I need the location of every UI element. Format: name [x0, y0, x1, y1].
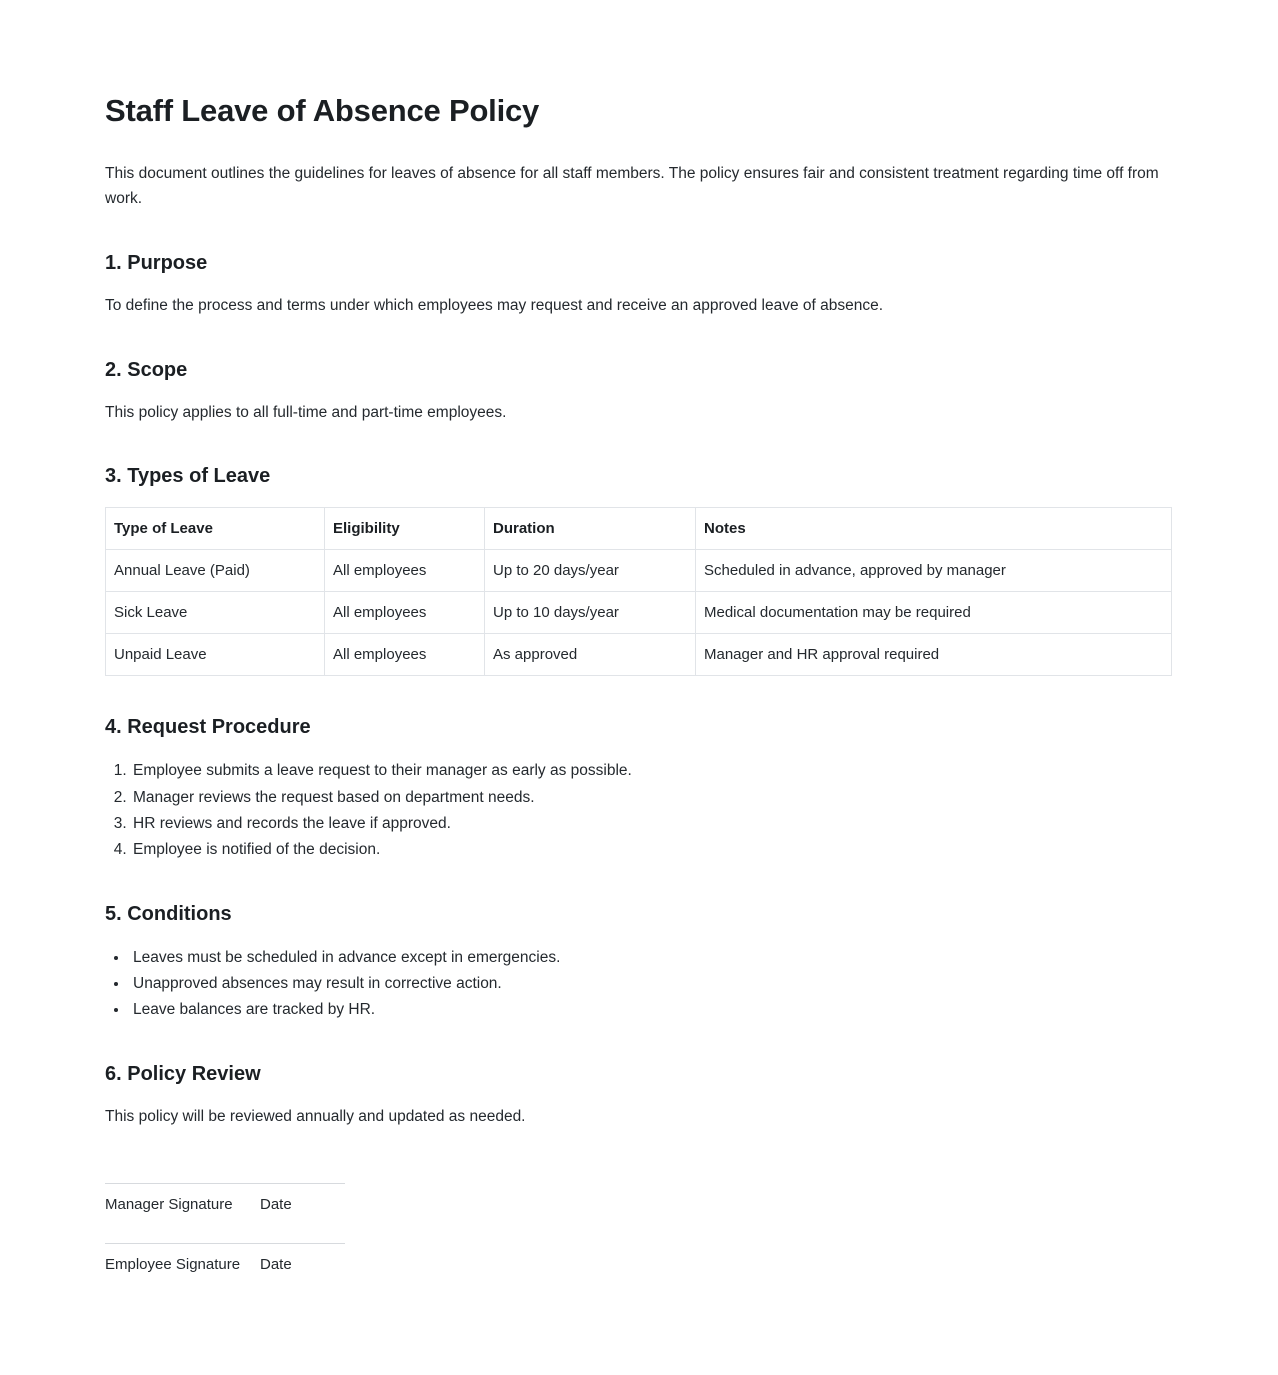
cell-duration: Up to 10 days/year — [485, 592, 696, 634]
manager-signature-label: Manager Signature — [105, 1196, 233, 1214]
cell-type-of-leave: Sick Leave — [106, 592, 325, 634]
employee-signature-line — [105, 1243, 345, 1244]
cell-notes: Scheduled in advance, approved by manager — [696, 550, 1172, 592]
list-item: 4. Employee is notified of the decision. — [131, 837, 1173, 863]
section-policy-review — [105, 1061, 1173, 1130]
section-heading-scope: 2. Scope — [105, 358, 188, 381]
manager-signature-group — [105, 1183, 1173, 1215]
cell-duration: As approved — [485, 634, 696, 676]
column-header-eligibility: Eligibility — [325, 508, 485, 550]
types-of-leave-table — [105, 507, 1172, 676]
request-procedure-list — [105, 758, 1173, 862]
table-header-row — [106, 508, 1172, 550]
manager-signature-line — [105, 1183, 345, 1184]
section-conditions — [105, 901, 1173, 1023]
section-body-purpose: To define the process and terms under which employees may request and receive an approved leave of absence. — [105, 296, 884, 314]
section-scope — [105, 357, 1173, 426]
section-purpose — [105, 250, 1173, 319]
section-body-scope: This policy applies to all full-time and part-time employees. — [105, 403, 507, 421]
employee-signature-labels — [105, 1254, 1173, 1275]
list-item: 3. HR reviews and records the leave if approved. — [131, 811, 1173, 837]
cell-type-of-leave: Unpaid Leave — [106, 634, 325, 676]
list-item: • Leaves must be scheduled in advance except in emergencies. — [129, 945, 1173, 971]
employee-date-label: Date — [260, 1256, 292, 1274]
list-item: • Unapproved absences may result in corrective action. — [129, 971, 1173, 997]
table-body — [106, 550, 1172, 676]
employee-signature-label: Employee Signature — [105, 1256, 241, 1274]
page-title: Staff Leave of Absence Policy — [105, 93, 540, 128]
cell-eligibility: All employees — [325, 592, 485, 634]
manager-date-label: Date — [260, 1196, 292, 1214]
section-request-procedure — [105, 714, 1173, 862]
cell-notes: Medical documentation may be required — [696, 592, 1172, 634]
signature-block — [105, 1183, 1173, 1275]
section-heading-types-of-leave: 3. Types of Leave — [105, 465, 271, 488]
list-item: 2. Manager reviews the request based on department needs. — [131, 785, 1173, 811]
section-heading-purpose: 1. Purpose — [105, 251, 208, 274]
column-header-notes: Notes — [696, 508, 1172, 550]
employee-signature-group — [105, 1243, 1173, 1275]
table-row — [106, 592, 1172, 634]
column-header-duration: Duration — [485, 508, 696, 550]
cell-duration: Up to 20 days/year — [485, 550, 696, 592]
list-item: 1. Employee submits a leave request to their manager as early as possible. — [131, 758, 1173, 784]
cell-eligibility: All employees — [325, 634, 485, 676]
cell-eligibility: All employees — [325, 550, 485, 592]
cell-notes: Manager and HR approval required — [696, 634, 1172, 676]
section-types-of-leave — [105, 463, 1173, 676]
list-item: • Leave balances are tracked by HR. — [129, 997, 1173, 1023]
cell-type-of-leave: Annual Leave (Paid) — [106, 550, 325, 592]
table-header — [106, 508, 1172, 550]
column-header-type-of-leave: Type of Leave — [106, 508, 325, 550]
section-heading-policy-review: 6. Policy Review — [105, 1062, 261, 1085]
section-heading-request-procedure: 4. Request Procedure — [105, 716, 311, 739]
table-row — [106, 634, 1172, 676]
table-row — [106, 550, 1172, 592]
conditions-list — [105, 945, 1173, 1023]
section-body-policy-review: This policy will be reviewed annually and updated as needed. — [105, 1107, 526, 1125]
intro-paragraph: This document outlines the guidelines for leaves of absence for all staff members. The policy ensures fair and consistent treatment regarding time off from work. — [105, 164, 1159, 208]
section-heading-conditions: 5. Conditions — [105, 902, 232, 925]
manager-signature-labels — [105, 1194, 1173, 1215]
